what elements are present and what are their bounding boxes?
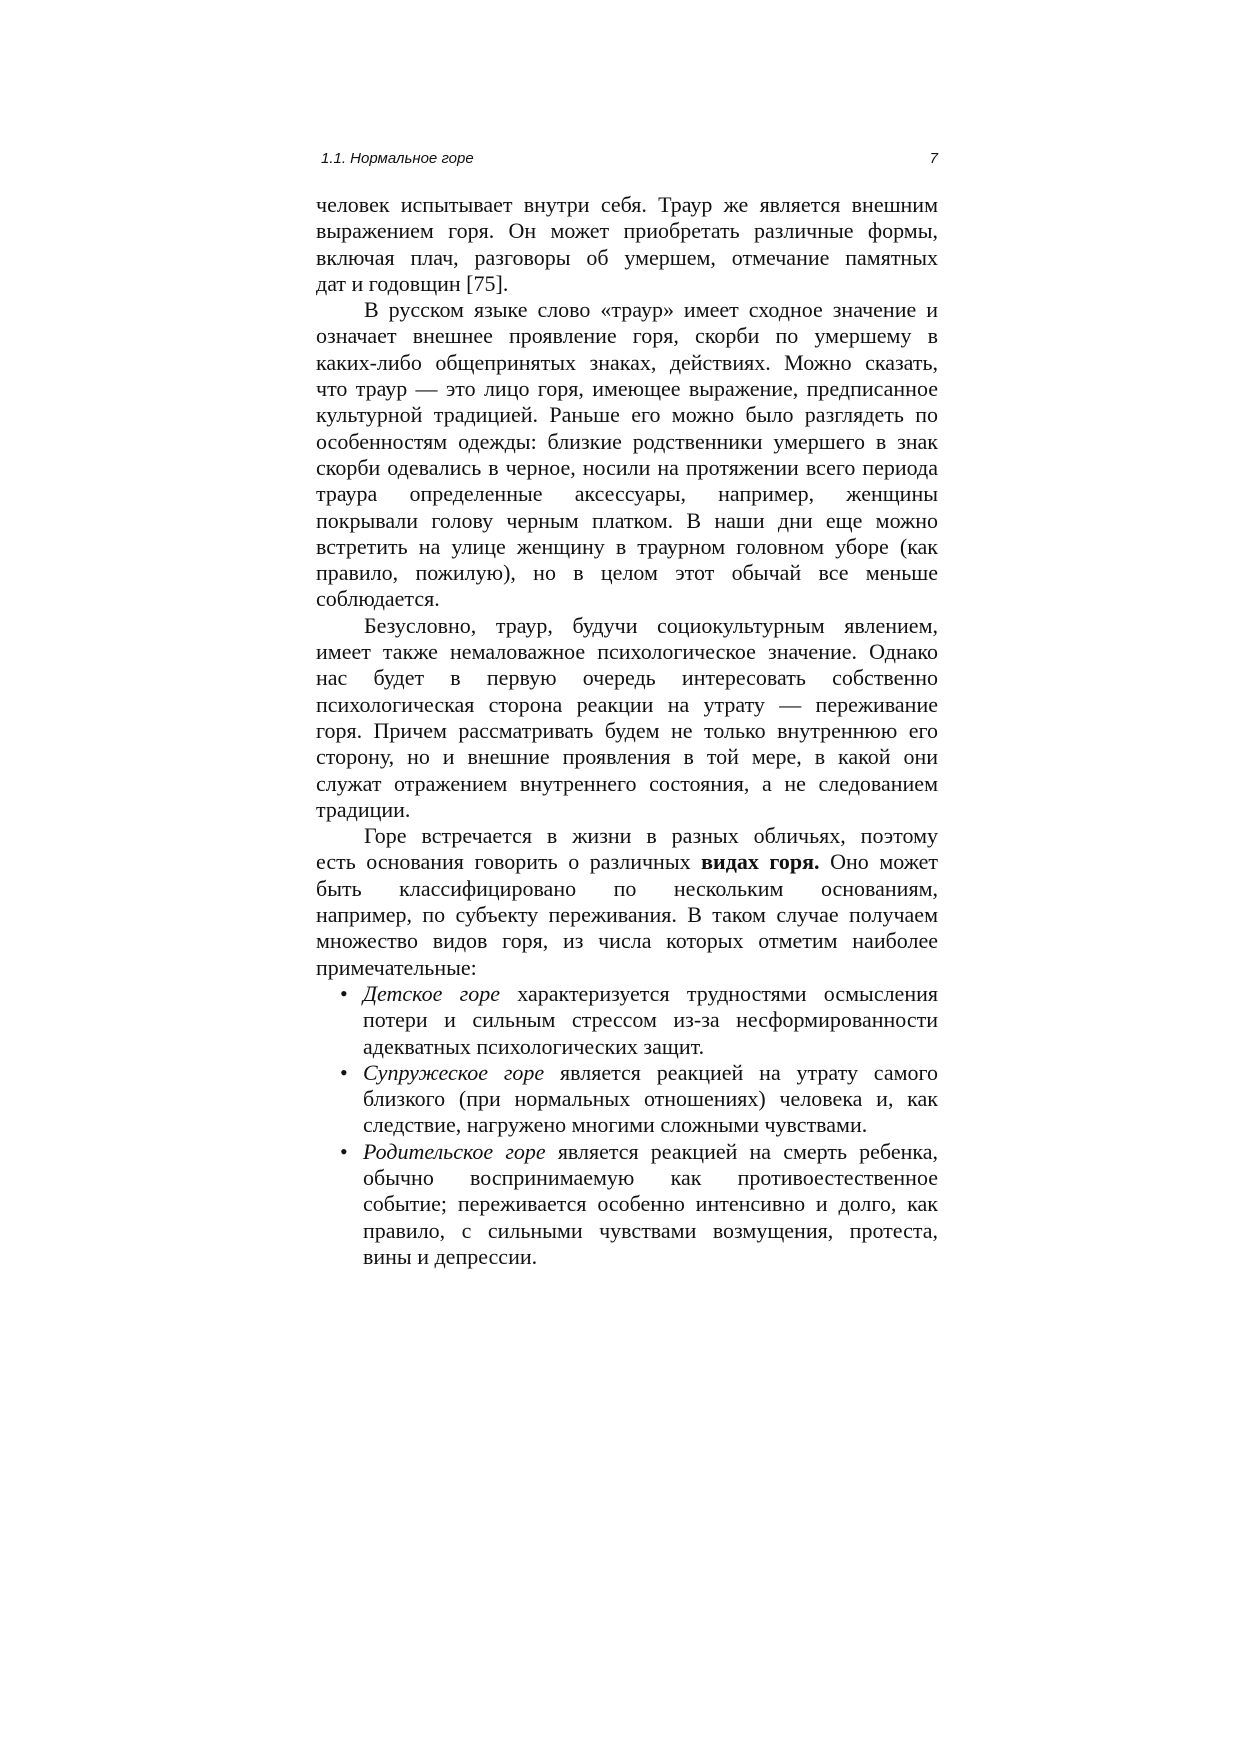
text-line: [316, 297, 938, 323]
text-line: [316, 981, 938, 1007]
text-line: [316, 323, 938, 349]
text-span: правило, с сильными чувствами возмущения, протеста,: [363, 1217, 938, 1243]
paragraph: [316, 192, 938, 297]
text-span: есть основания говорить о различных: [316, 849, 702, 875]
text-span: соблюдается.: [316, 586, 440, 612]
italic-term: Детское горе: [363, 980, 500, 1006]
text-span: является реакцией на смерть ребенка,: [545, 1138, 938, 1164]
text-span: событие; переживается особенно интенсивно и долго, как: [363, 1191, 938, 1217]
bullet-icon: •: [340, 1138, 348, 1164]
text-line: [316, 481, 938, 507]
text-line: [316, 402, 938, 428]
paragraph: [316, 823, 938, 981]
text-span: психологическая сторона реакции на утрату — переживание: [316, 691, 938, 717]
text-line: [316, 1034, 938, 1060]
text-span: множество видов горя, из числа которых отметим наиболее: [316, 928, 938, 954]
text-span: служат отражением внутреннего состояния, а не следованием: [316, 770, 938, 796]
text-span: быть классифицировано по нескольким основаниям,: [316, 875, 938, 901]
page-number: 7: [929, 150, 938, 167]
text-span: выражением горя. Он может приобретать различные формы,: [316, 218, 938, 244]
text-span: обычно воспринимаемую как противоестественное: [363, 1164, 938, 1190]
text-span: человек испытывает внутри себя. Траур же является внешним: [316, 192, 938, 217]
text-line: [316, 876, 938, 902]
section-title: 1.1. Нормальное горе: [321, 150, 474, 167]
text-span: включая плач, разговоры об умершем, отмечание памятных: [316, 244, 938, 270]
bullet-icon: •: [340, 980, 348, 1006]
bullet-icon: •: [340, 1059, 348, 1085]
text-line: [316, 823, 938, 849]
text-line: [316, 586, 938, 612]
paragraph: [316, 297, 938, 613]
text-line: [316, 902, 938, 928]
text-span: примечательные:: [316, 954, 477, 980]
text-span: правило, пожилую), но в целом этот обычай все меньше: [316, 560, 938, 586]
text-line: [316, 376, 938, 402]
text-line: [316, 1218, 938, 1244]
text-line: [316, 455, 938, 481]
text-span: культурной традицией. Раньше его можно было разглядеть по: [316, 402, 938, 428]
text-span: вины и депрессии.: [363, 1243, 538, 1269]
text-line: [316, 1086, 938, 1112]
text-span: покрывали голову черным платком. В наши дни еще можно: [316, 507, 938, 533]
text-span: Горе встречается в жизни в разных обличьях, поэтому: [364, 823, 938, 849]
text-line: [316, 1060, 938, 1086]
text-line: [316, 560, 938, 586]
text-span: встретить на улице женщину в траурном головном уборе (как: [316, 533, 938, 559]
text-span: является реакцией на утрату самого: [544, 1059, 939, 1085]
text-span: нас будет в первую очередь интересовать собственно: [316, 665, 938, 691]
text-line: [316, 218, 938, 244]
text-line: [316, 245, 938, 271]
text-line: [316, 771, 938, 797]
text-line: [316, 1112, 938, 1138]
text-line: [316, 1139, 938, 1165]
italic-term: Супружеское горе: [363, 1059, 545, 1085]
text-span: дат и годовщин [75].: [316, 270, 509, 296]
text-span: что траур — это лицо горя, имеющее выражение, предписанное: [316, 376, 938, 402]
text-line: [316, 1007, 938, 1033]
paragraph: [316, 613, 938, 823]
text-line: [316, 508, 938, 534]
text-line: [316, 1191, 938, 1217]
text-line: [316, 692, 938, 718]
text-span: горя. Причем рассматривать будем не только внутреннюю его: [316, 717, 938, 743]
text-span: каких-либо общепринятых знаках, действиях. Можно сказать,: [316, 349, 938, 375]
text-line: [316, 955, 938, 981]
text-line: [316, 429, 938, 455]
text-line: [316, 639, 938, 665]
text-span: траура определенные аксессуары, например, женщины: [316, 481, 938, 507]
text-line: [316, 849, 938, 875]
text-span: традиции.: [316, 796, 411, 822]
text-line: [316, 1165, 938, 1191]
text-line: [316, 665, 938, 691]
text-line: [316, 271, 938, 297]
text-span: характеризуется трудностями осмысления: [500, 980, 938, 1006]
text-line: [316, 797, 938, 823]
text-span: Оно может: [819, 849, 938, 875]
text-line: [316, 1244, 938, 1270]
list-item: [316, 1060, 938, 1139]
list-item: [316, 1139, 938, 1270]
text-line: [316, 718, 938, 744]
text-span: имеет также немаловажное психологическое значение. Однако: [316, 639, 938, 665]
text-span: означает внешнее проявление горя, скорби по умершему в: [316, 323, 938, 349]
text-span: например, по субъекту переживания. В таком случае получаем: [316, 902, 938, 928]
bold-term: видах горя.: [701, 849, 820, 875]
text-span: Безусловно, траур, будучи социокультурным явлением,: [364, 612, 938, 638]
text-span: сторону, но и внешние проявления в той мере, в какой они: [316, 744, 938, 770]
text-span: В русском языке слово «траур» имеет сходное значение и: [364, 297, 938, 323]
italic-term: Родительское горе: [363, 1138, 546, 1164]
text-span: скорби одевались в черное, носили на протяжении всего периода: [316, 454, 938, 480]
text-line: [316, 744, 938, 770]
text-span: близкого (при нормальных отношениях) человека и, как: [363, 1086, 938, 1112]
list-item: [316, 981, 938, 1060]
text-line: [316, 613, 938, 639]
text-span: особенностям одежды: близкие родственники умершего в знак: [316, 428, 938, 454]
text-line: [316, 350, 938, 376]
text-span: потери и сильным стрессом из-за несформированности: [363, 1007, 938, 1033]
text-span: адекватных психологических защит.: [363, 1033, 705, 1059]
running-header: [321, 150, 938, 172]
page-body: [316, 192, 938, 1270]
text-line: [316, 928, 938, 954]
text-span: следствие, нагружено многими сложными чувствами.: [363, 1112, 868, 1138]
text-line: [316, 192, 938, 218]
text-line: [316, 534, 938, 560]
